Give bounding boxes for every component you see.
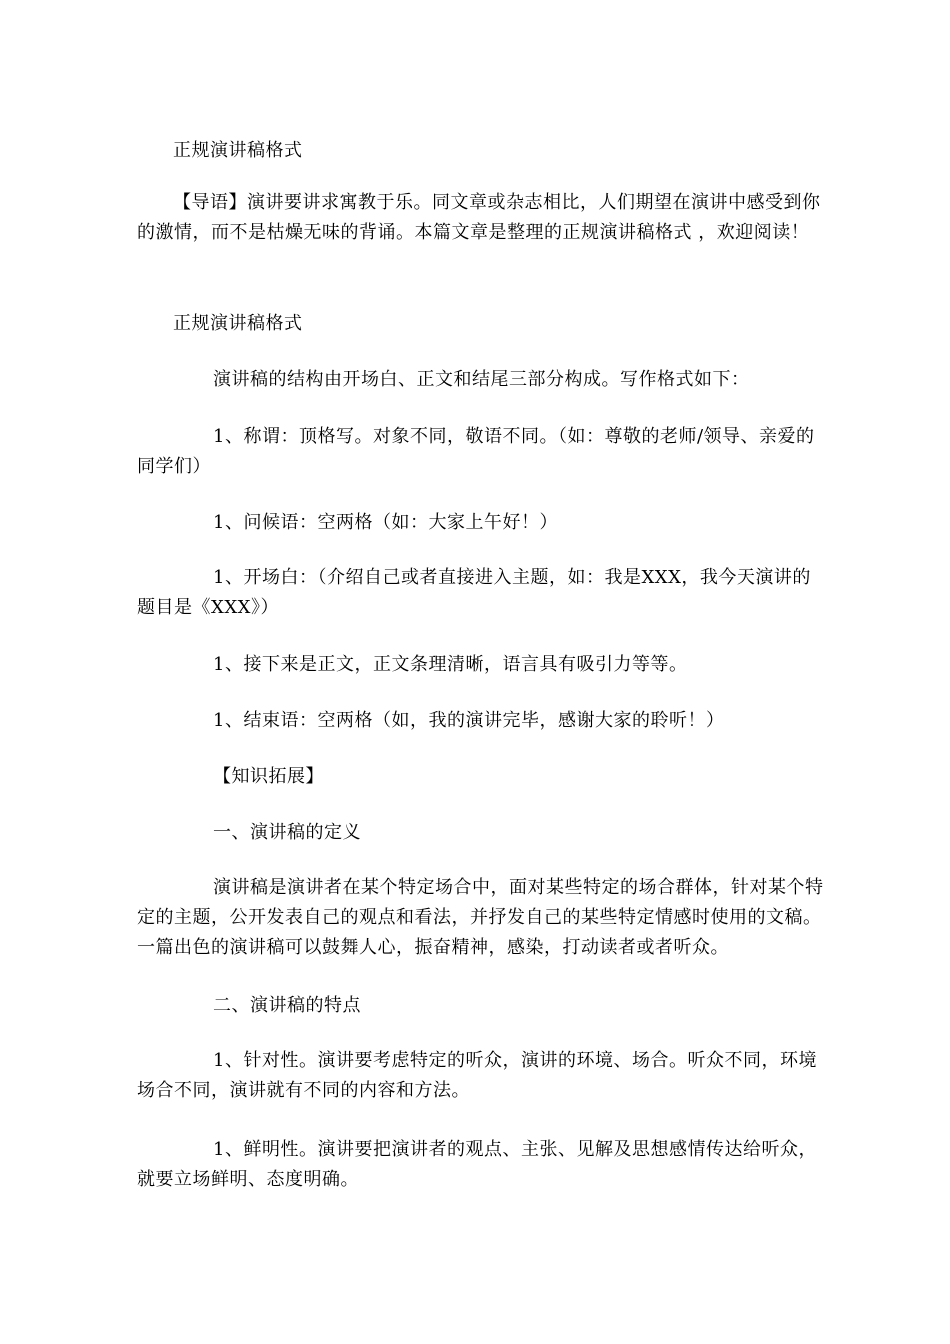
list-item: 1、鲜明性。演讲要把演讲者的观点、主张、见解及思想感情传达给听众，就要立场鲜明、态度明确。 [137,1139,817,1190]
document-subtitle: 正规演讲稿格式 [173,313,303,334]
section-heading: 二、演讲稿的特点 [213,995,361,1016]
section-paragraph: 演讲稿是演讲者在某个特定场合中，面对某些特定的场合群体，针对某个特定的主题，公开发表自己的观点和看法，并抒发自己的某些特定情感时使用的文稿。一篇出色的演讲稿可以鼓舞人心，振奋精神，感染，打动读者或者听众。 [137,877,824,958]
section-heading: 一、演讲稿的定义 [213,822,361,843]
list-item: 1、针对性。演讲要考虑特定的听众，演讲的环境、场合。听众不同，环境场合不同，演讲就有不同的内容和方法。 [137,1050,817,1101]
list-item: 1、接下来是正文，正文条理清晰，语言具有吸引力等等。 [213,654,688,675]
list-item: 1、称谓：顶格写。对象不同，敬语不同。（如：尊敬的老师/领导、亲爱的同学们） [137,426,815,477]
structure-paragraph: 演讲稿的结构由开场白、正文和结尾三部分构成。写作格式如下： [213,369,750,390]
list-item: 1、问候语：空两格（如：大家上午好！） [213,512,558,533]
intro-paragraph: 【导语】演讲要讲求寓教于乐。同文章或杂志相比，人们期望在演讲中感受到你的激情，而不是枯燥无味的背诵。本篇文章是整理的正规演讲稿格式 ，欢迎阅读！ [137,192,821,243]
list-item: 1、开场白：（介绍自己或者直接进入主题，如：我是XXX，我今天演讲的题目是《XXX》） [137,567,811,618]
document-title: 正规演讲稿格式 [173,140,303,161]
list-item: 1、结束语：空两格（如，我的演讲完毕，感谢大家的聆听！） [213,710,725,731]
knowledge-heading: 【知识拓展】 [213,766,324,787]
